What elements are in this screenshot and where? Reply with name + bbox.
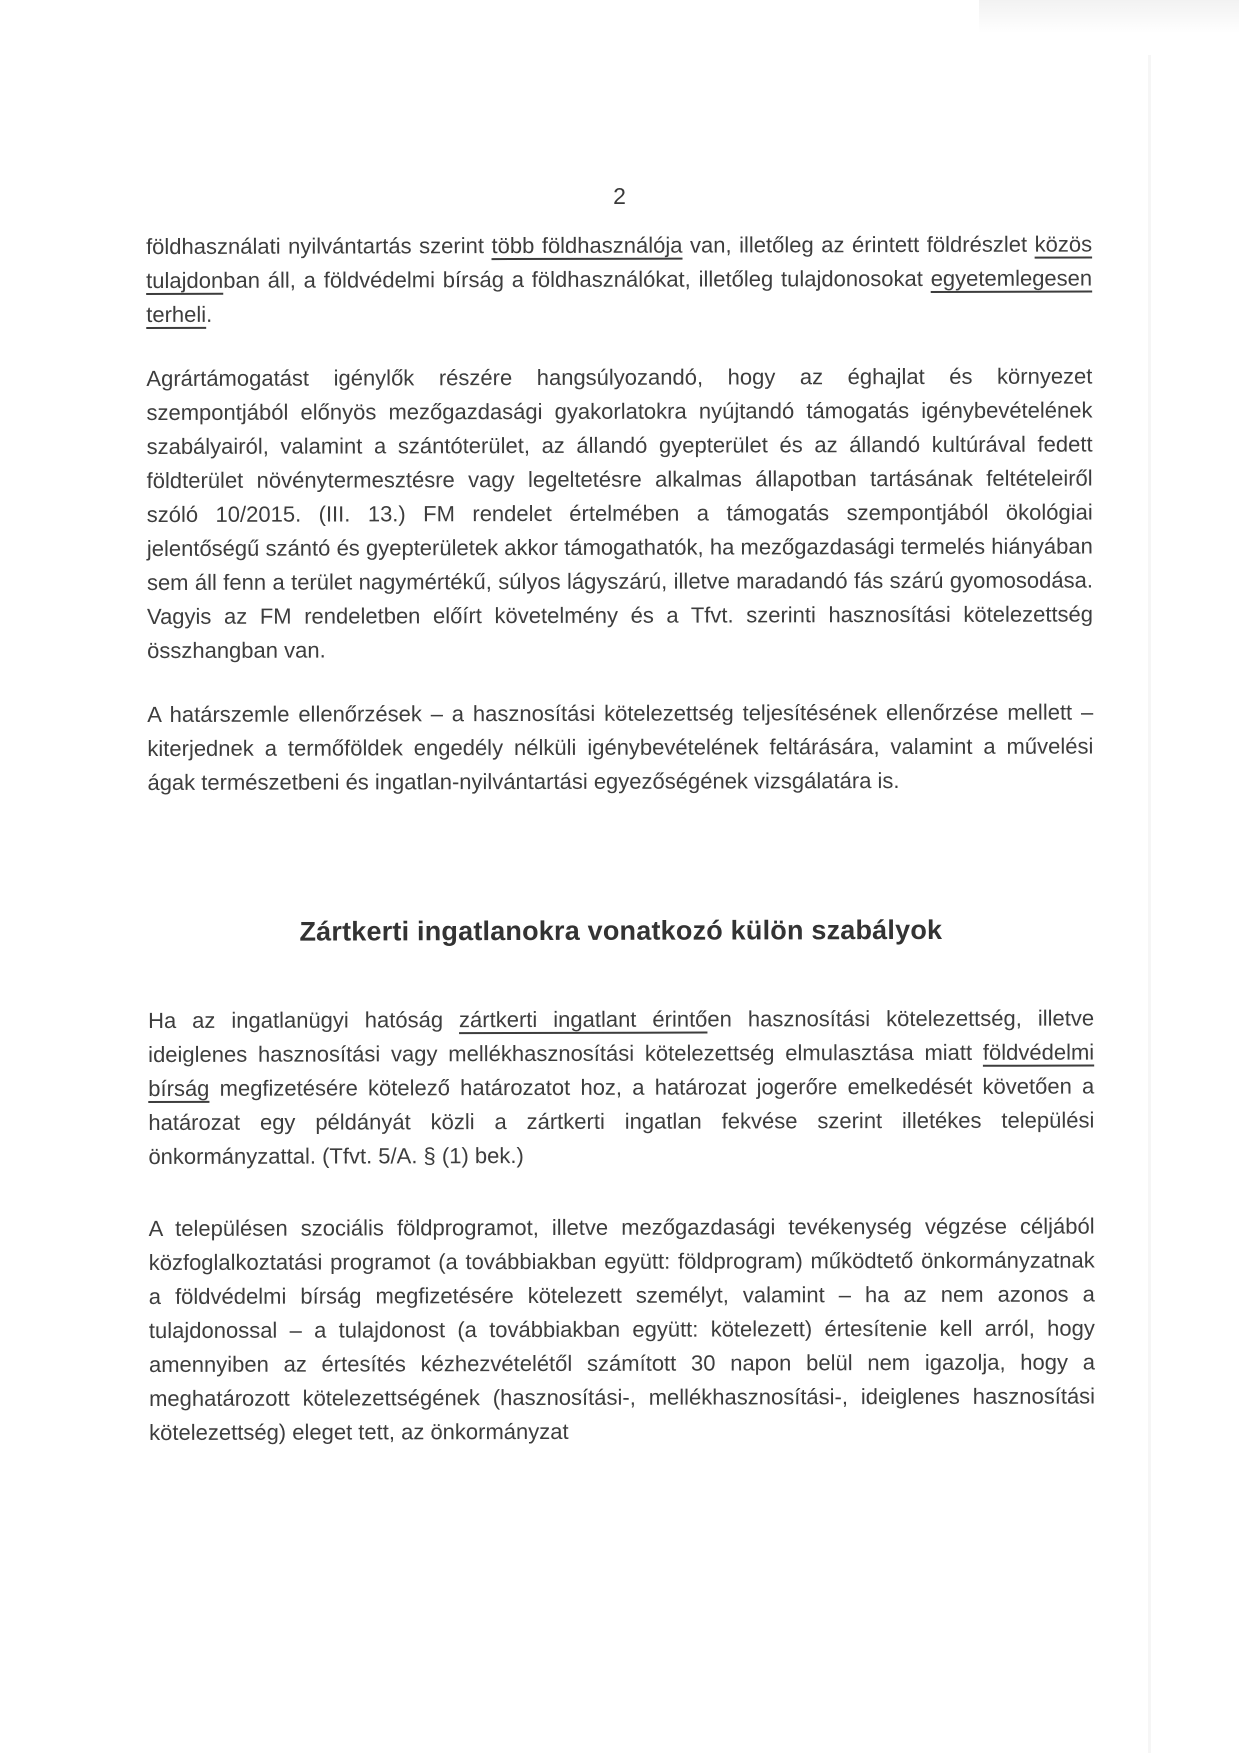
scan-streak-artifact: [1148, 55, 1151, 1753]
section-heading: Zártkerti ingatlanokra vonatkozó külön szabályok: [299, 914, 943, 947]
text-run: Agrártámogatást igénylők részére hangsúlyozandó, hogy az éghajlat és környezet szempontjából előnyös mezőgazdasági gyakorlatokra nyújtandó támogatás igénybevételének szabályairól, valamint a szántóterület, az állandó gyepterület és az állandó kultúrával fedett földterület növénytermesztésre vagy legeltetésre alkalmas állapotban tartásának feltételeiről szóló 10/2015. (III. 13.) FM rendelet értelmében a támogatás szempontjából ökológiai jelentőségű szántó és gyepterületek akkor támogathatók, ha mezőgazdasági termelés hiányában sem áll fenn a terület nagymértékű, súlyos lágyszárú, illetve maradandó fás szárú gyomosodása. Vagyis az FM rendeletben előírt követelmény és a Tfvt. szerinti hasznosítási kötelezettség összhangban van.: [146, 363, 1094, 663]
paragraph: [147, 696, 1093, 800]
text-run: földhasználati nyilvántartás szerint: [146, 233, 492, 259]
page-number: 2: [613, 183, 626, 209]
paragraph: [146, 360, 1093, 668]
paragraph: [148, 1002, 1094, 1174]
paragraph: [146, 228, 1092, 332]
text-run: .: [206, 301, 213, 327]
text-run: en hasznosítási kötelezettség, illetve ideiglenes hasznosítási vagy mellékhasznosítási kötelezettség elmulasztása miatt: [148, 1005, 1095, 1067]
document-body: [146, 228, 1095, 1480]
text-run: A határszemle ellenőrzések – a hasznosítási kötelezettség teljesítésének ellenőrzése mellett – kiterjednek a termőföldek engedély nélküli igénybevételének feltárására, valamint a művelési ágak természetbeni és ingatlan-nyilvántartási egyezőségének vizsgálatára is.: [147, 699, 1094, 795]
text-run: ban áll, a földvédelmi bírság a földhasználókat, illetőleg tulajdonosokat: [223, 265, 931, 293]
text-run: megfizetésére kötelező határozatot hoz, a határozat jogerőre emelkedését követően a határozat egy példányát közli a zártkerti ingatlan fekvése szerint illetékes települési önkormányzattal. (Tfvt. 5/A. § (1) bek.): [148, 1073, 1095, 1169]
underlined-phrase: egyetemlegesen terheli: [146, 265, 1093, 327]
text-run: A településen szociális földprogramot, illetve mezőgazdasági tevékenység végzése céljából közfoglalkoztatási programot (a továbbiakban együtt: földprogram) működtető önkormányzatnak a földvédelmi bírság megfizetésére kötelezett személyt, valamint – ha az nem azonos a tulajdonossal – a tulajdonost (a továbbiakban együtt: kötelezett) értesítenie kell arról, hogy amennyiben az értesítés kézhezvételétől számított 30 napon belül nem igazolja, hogy a meghatározott kötelezettségének (hasznosítási-, mellékhasznosítási-, ideiglenes hasznosítási kötelezettség) eleget tett, az önkormányzat: [148, 1213, 1096, 1445]
paragraph: [149, 1210, 1096, 1450]
text-run: van, illetőleg az érintett földrészlet: [682, 231, 1035, 258]
scan-shade-artifact: [979, 0, 1239, 34]
underlined-phrase: zártkerti ingatlant érintő: [458, 1006, 708, 1033]
underlined-phrase: közös tulajdon: [146, 231, 1093, 293]
text-run: Ha az ingatlanügyi hatóság: [148, 1007, 460, 1033]
underlined-phrase: több földhasználója: [491, 232, 683, 259]
underlined-phrase: földvédelmi bírság: [148, 1039, 1095, 1101]
